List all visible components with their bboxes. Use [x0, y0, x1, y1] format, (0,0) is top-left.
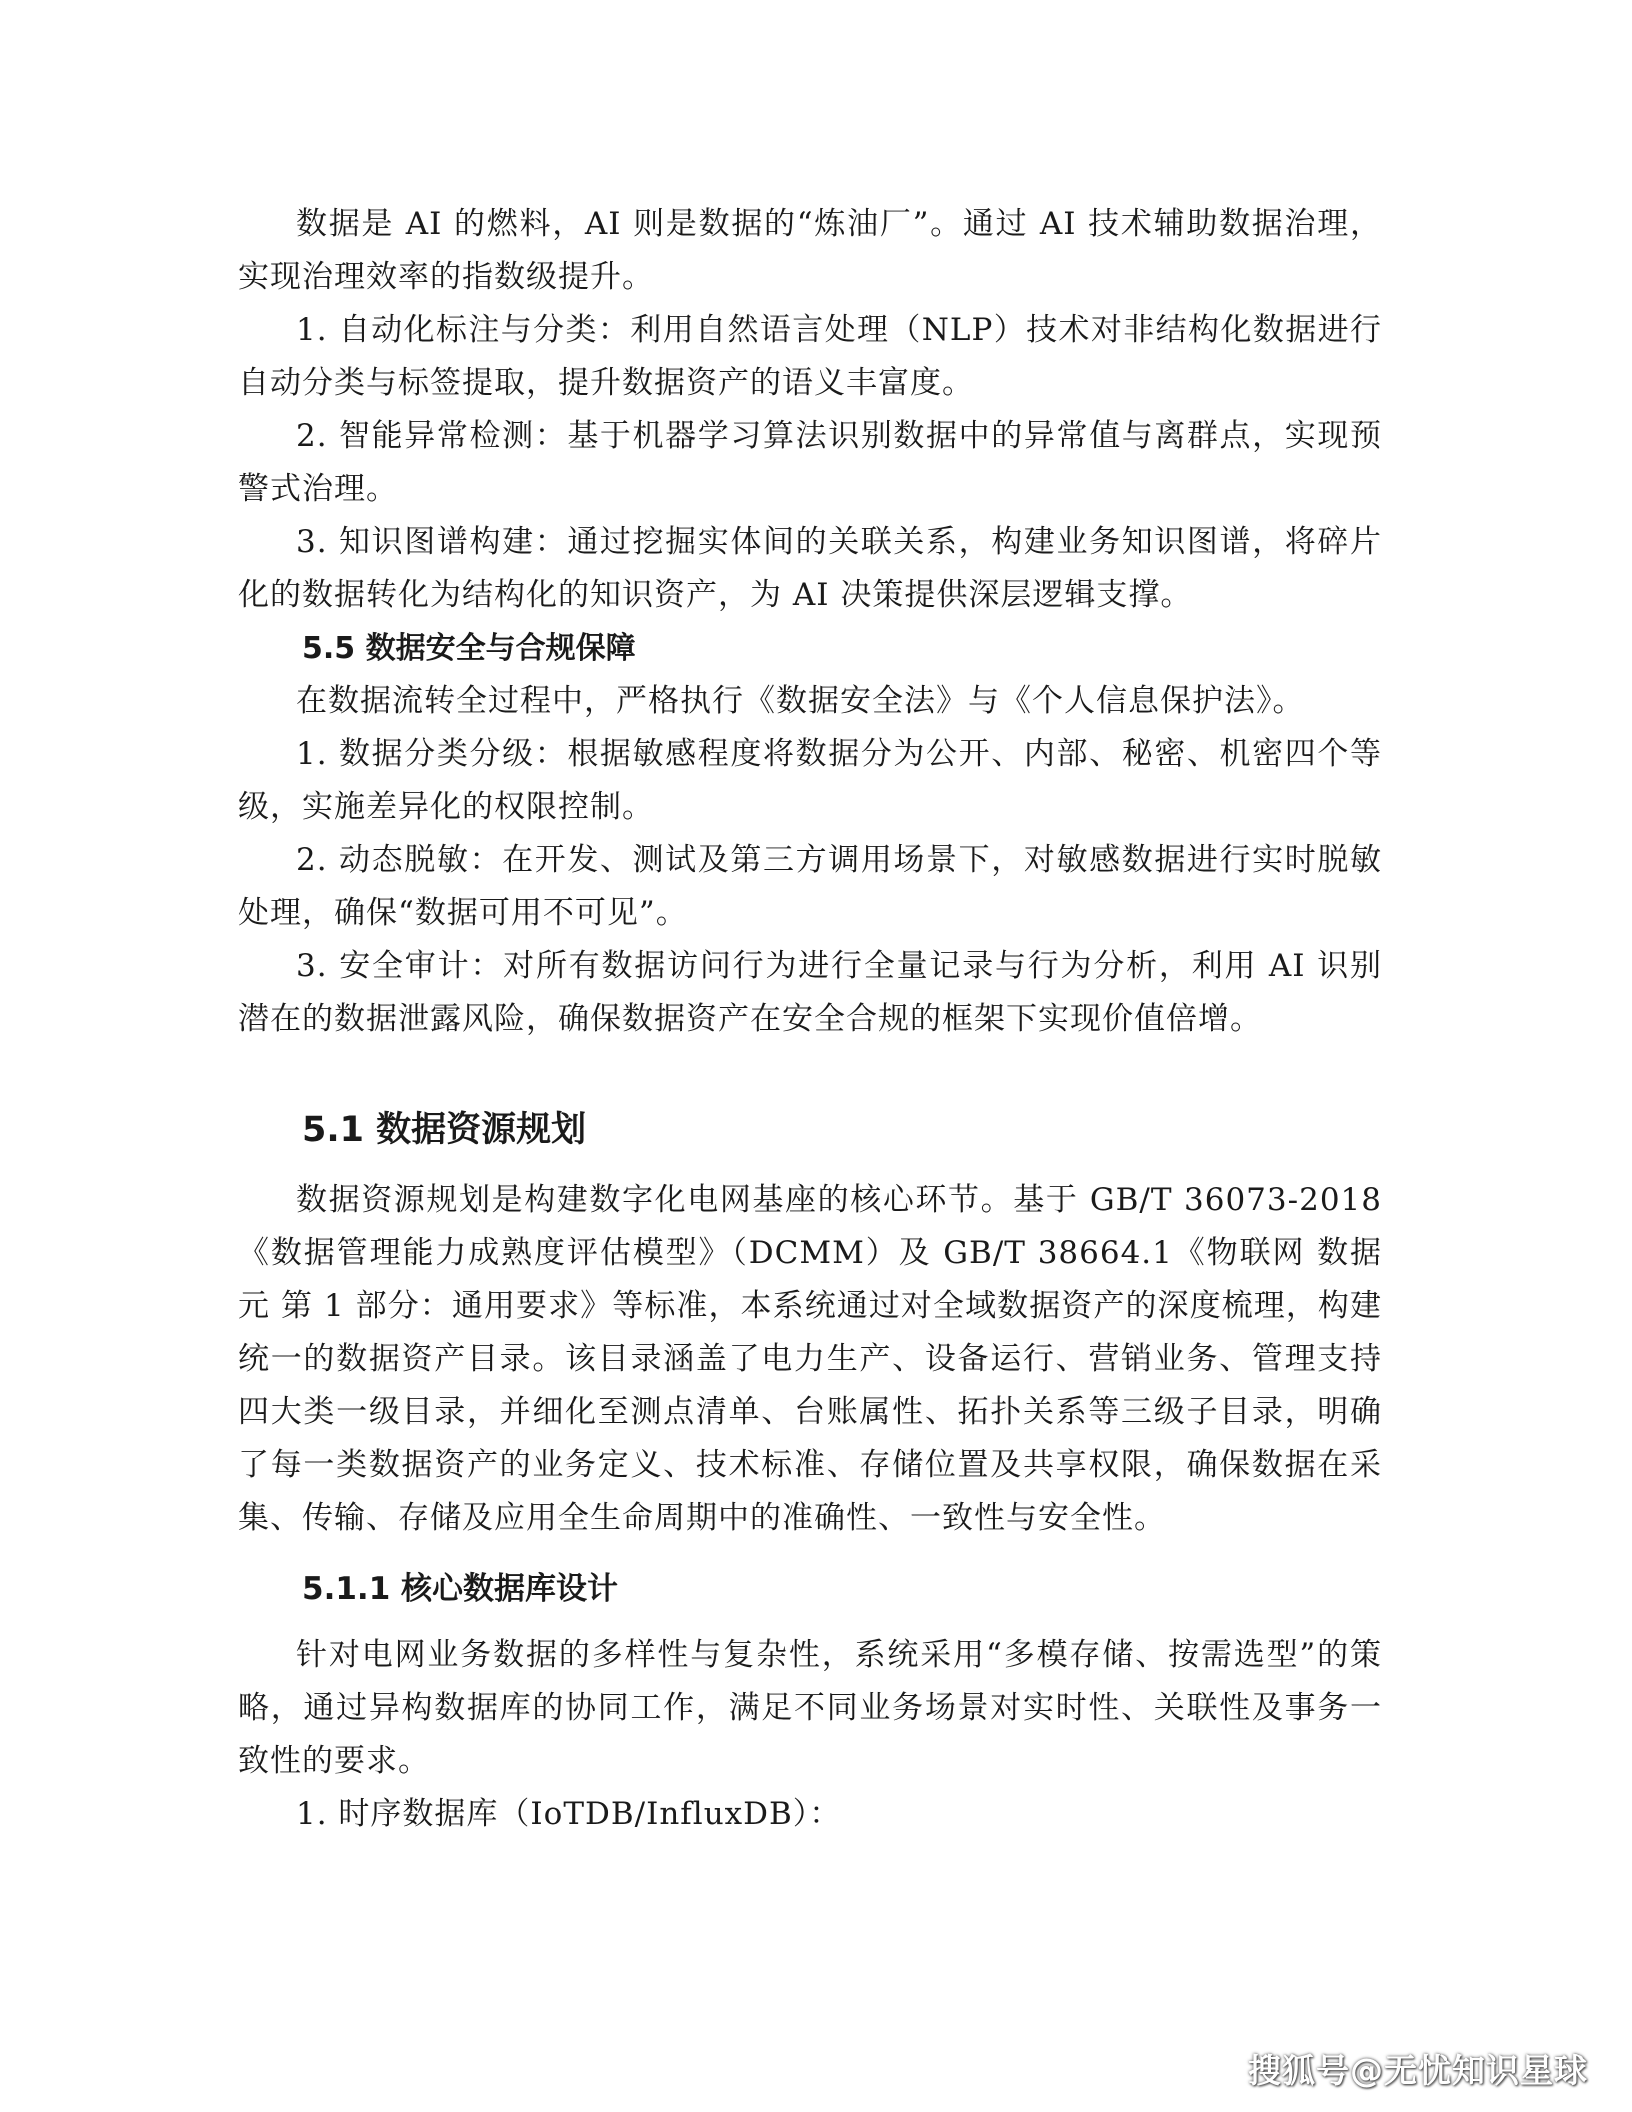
section-5-5-intro: 在数据流转全过程中，严格执行《数据安全法》与《个人信息保护法》。	[296, 683, 1305, 719]
watermark: 搜狐号@无忧知识星球	[1248, 2051, 1588, 2090]
section-heading-5-5: 5.5 数据安全与合规保障	[302, 631, 636, 666]
section-5-1-1-paragraph: 针对电网业务数据的多样性与复杂性，系统采用“多模存储、按需选型”的策略，通过异构数据库的协同工作，满足不同业务场景对实时性、关联性及事务一致性的要求。	[238, 1637, 1382, 1779]
list-item: 3. 知识图谱构建：通过挖掘实体间的关联关系，构建业务知识图谱，将碎片化的数据转化为结构化的知识资产，为 AI 决策提供深层逻辑支撑。	[238, 524, 1382, 613]
list-item: 1. 自动化标注与分类：利用自然语言处理（NLP）技术对非结构化数据进行自动分类与标签提取，提升数据资产的语义丰富度。	[238, 312, 1382, 401]
document-page	[238, 198, 1382, 1841]
list-item: 1. 时序数据库（IoTDB/InfluxDB）：	[296, 1796, 842, 1832]
section-5-1-paragraph: 数据资源规划是构建数字化电网基座的核心环节。基于 GB/T 36073-2018《数据管理能力成熟度评估模型》（DCMM）及 GB/T 38664.1《物联网 数据元 第 1 部分：通用要求》等标准，本系统通过对全域数据资产的深度梳理，构建统一的数据资产目录。该目录涵盖了电力生产、设备运行、营销业务、管理支持四大类一级目录，并细化至测点清单、台账属性、拓扑关系等三级子目录，明确了每一类数据资产的业务定义、技术标准、存储位置及共享权限，确保数据在采集、传输、存储及应用全生命周期中的准确性、一致性与安全性。	[238, 1182, 1382, 1536]
section-heading-5-1: 5.1 数据资源规划	[302, 1110, 587, 1150]
list-item: 2. 智能异常检测：基于机器学习算法识别数据中的异常值与离群点，实现预警式治理。	[238, 418, 1382, 507]
list-item: 1. 数据分类分级：根据敏感程度将数据分为公开、内部、秘密、机密四个等级，实施差异化的权限控制。	[238, 736, 1382, 825]
intro-paragraph: 数据是 AI 的燃料，AI 则是数据的“炼油厂”。通过 AI 技术辅助数据治理，实现治理效率的指数级提升。	[238, 206, 1382, 295]
list-item: 3. 安全审计：对所有数据访问行为进行全量记录与行为分析，利用 AI 识别潜在的数据泄露风险，确保数据资产在安全合规的框架下实现价值倍增。	[238, 948, 1382, 1037]
list-item: 2. 动态脱敏：在开发、测试及第三方调用场景下，对敏感数据进行实时脱敏处理，确保“数据可用不可见”。	[238, 842, 1382, 931]
section-heading-5-1-1: 5.1.1 核心数据库设计	[302, 1571, 619, 1607]
